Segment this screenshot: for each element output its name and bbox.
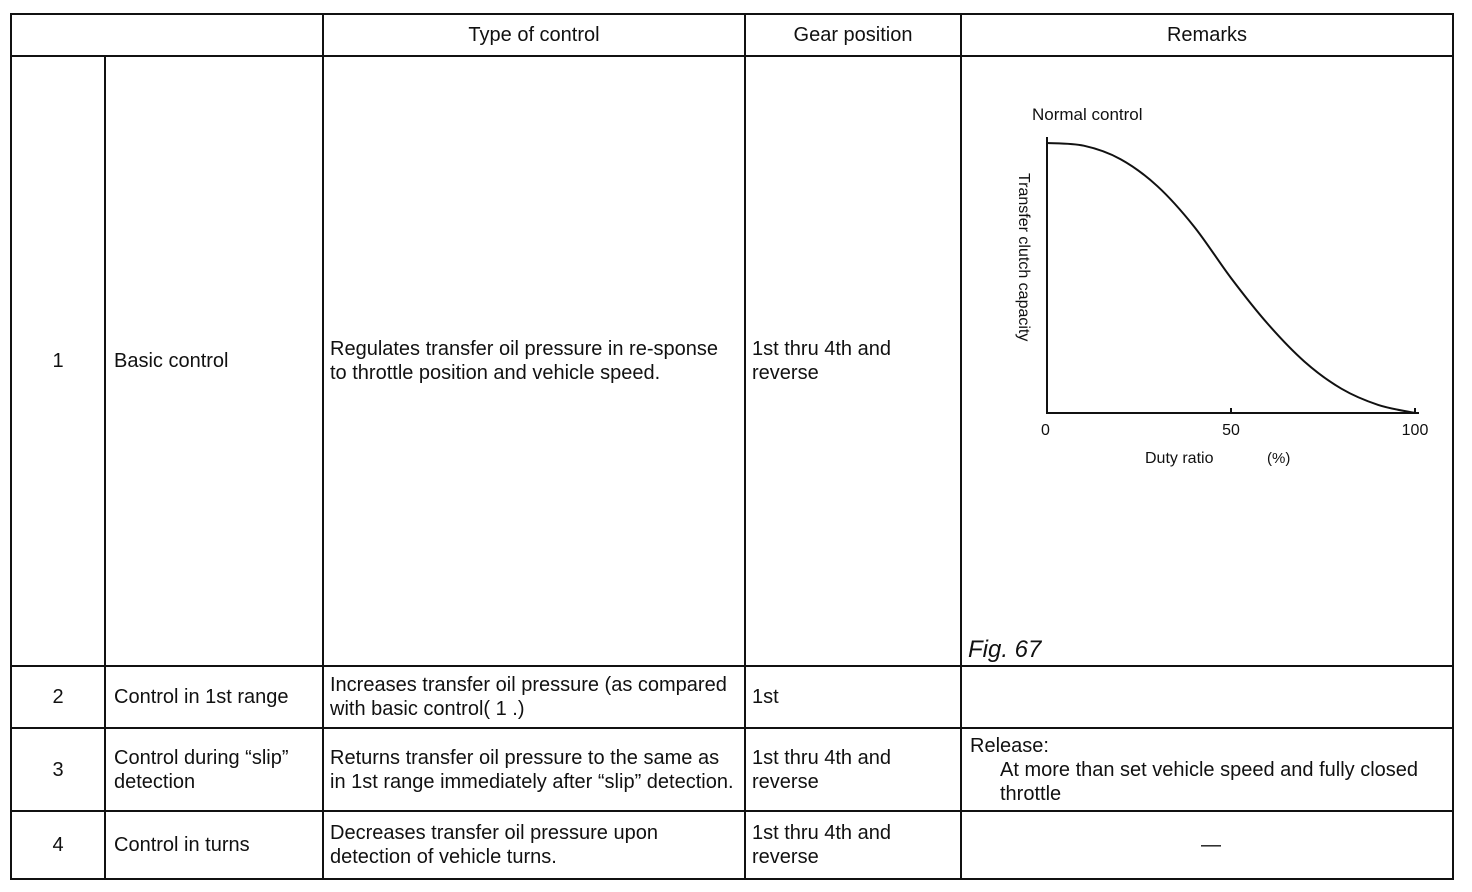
- remark-cell: [961, 728, 1453, 810]
- gear-position: 1st thru 4th and reverse: [745, 811, 961, 879]
- control-name: Basic control: [105, 56, 323, 666]
- header-type-of-control: Type of control: [323, 14, 745, 56]
- control-description: Regulates transfer oil pressure in re-sponse to throttle position and vehicle speed.: [323, 56, 745, 666]
- release-label: Release:: [970, 734, 1049, 757]
- control-table: [10, 13, 1454, 880]
- control-description: Decreases transfer oil pressure upon detection of vehicle turns.: [323, 811, 745, 879]
- remark-cell: [961, 666, 1453, 728]
- row-number: 4: [11, 811, 105, 879]
- chart-x-tick-label: 50: [1222, 422, 1240, 440]
- figure-67: [962, 58, 1452, 664]
- table-row: [11, 666, 1453, 728]
- chart-x-unit: (%): [1267, 450, 1291, 468]
- control-description: Returns transfer oil pressure to the same as in 1st range immediately after “slip” detection.: [323, 728, 745, 810]
- row-number: 2: [11, 666, 105, 728]
- control-name: Control in 1st range: [105, 666, 323, 728]
- control-name: Control in turns: [105, 811, 323, 879]
- figure-caption: Fig. 67: [968, 636, 1042, 664]
- chart-x-tick-label: 100: [1401, 422, 1429, 440]
- gear-position: 1st: [745, 666, 961, 728]
- header-gear-position: Gear position: [745, 14, 961, 56]
- table-row: [11, 728, 1453, 810]
- gear-position: 1st thru 4th and reverse: [745, 728, 961, 810]
- control-name: Control during “slip” detection: [105, 728, 323, 810]
- table-row: [11, 811, 1453, 879]
- remark-cell: —: [961, 811, 1453, 879]
- chart-x-axis-label: Duty ratio: [1145, 450, 1214, 468]
- header-blank: [11, 14, 323, 56]
- header-remarks: Remarks: [961, 14, 1453, 56]
- remark-figure-cell: [961, 56, 1453, 666]
- release-detail: At more than set vehicle speed and fully closed throttle: [1000, 758, 1419, 805]
- duty-ratio-chart: [962, 58, 1452, 664]
- chart-title: Normal control: [1032, 105, 1143, 125]
- gear-position: 1st thru 4th and reverse: [745, 56, 961, 666]
- row-number: 3: [11, 728, 105, 810]
- table-row: [11, 56, 1453, 666]
- row-number: 1: [11, 56, 105, 666]
- chart-x-tick-label: 0: [1041, 422, 1050, 440]
- chart-series-line: [1047, 143, 1415, 413]
- header-row: [11, 14, 1453, 56]
- chart-y-axis-label: Transfer clutch capacity: [1015, 173, 1032, 342]
- control-description: Increases transfer oil pressure (as compared with basic control( 1 .): [323, 666, 745, 728]
